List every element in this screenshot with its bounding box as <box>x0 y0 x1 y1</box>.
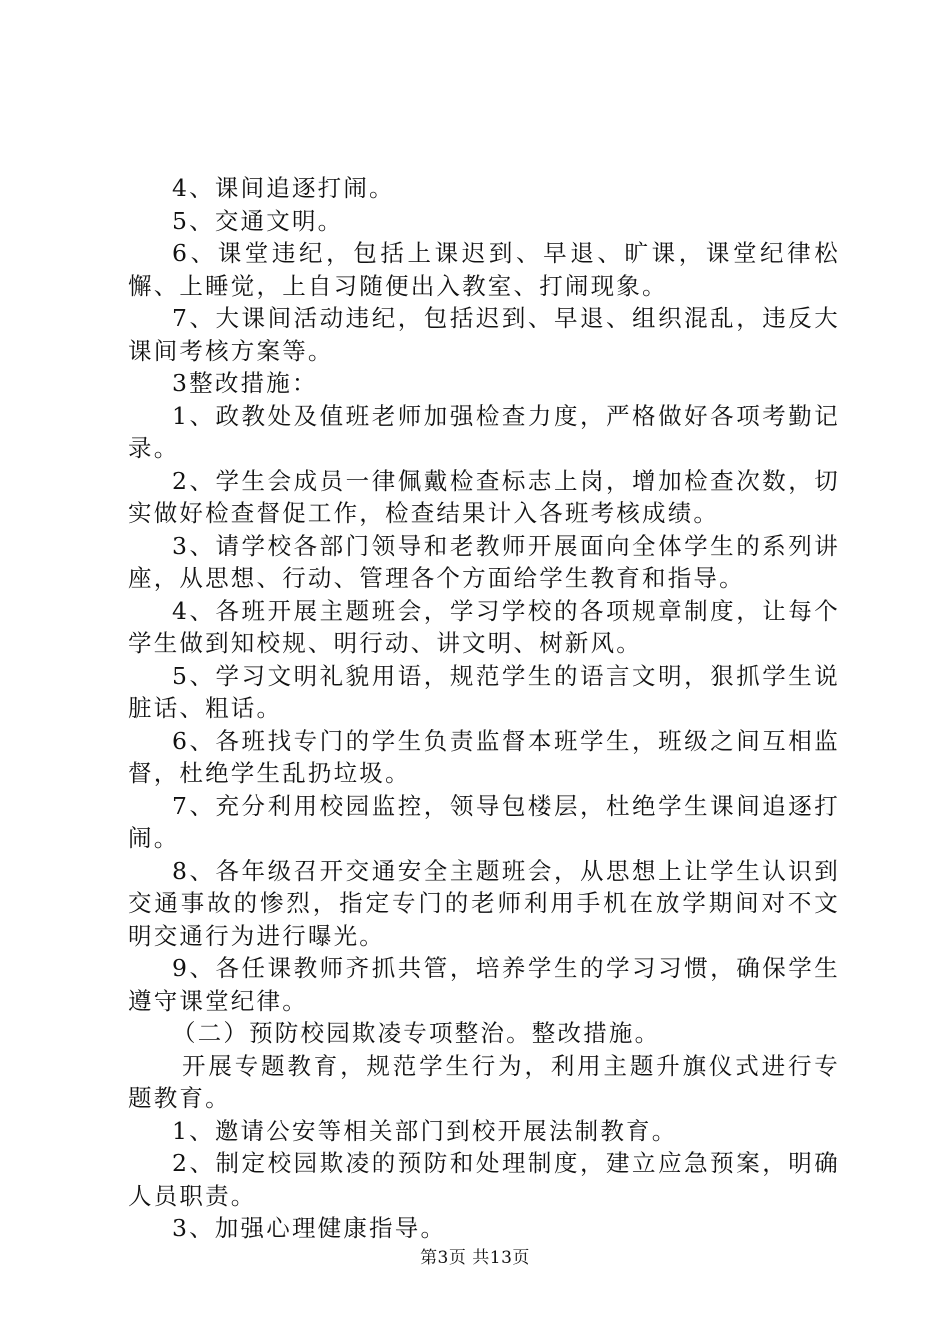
paragraph: 1、邀请公安等相关部门到校开展法制教育。 <box>172 1116 678 1145</box>
section-heading: 3整改措施： <box>172 369 318 397</box>
paragraph: 1、政教处及值班老师加强检查力度，严格做好各项考勤记录。 <box>128 401 840 462</box>
section-heading: （二）预防校园欺凌专项整治。整改措施。 <box>172 1019 661 1047</box>
paragraph: 7、充分利用校园监控，领导包楼层，杜绝学生课间追逐打闹。 <box>128 791 840 852</box>
paragraph: 5、交通文明。 <box>172 206 344 235</box>
paragraph: 3、加强心理健康指导。 <box>172 1214 447 1242</box>
paragraph: 开展专题教育，规范学生行为，利用主题升旗仪式进行专题教育。 <box>128 1051 840 1112</box>
paragraph: 5、学习文明礼貌用语，规范学生的语言文明，狠抓学生说脏话、粗话。 <box>128 661 840 722</box>
paragraph: 6、各班找专门的学生负责监督本班学生，班级之间互相监督，杜绝学生乱扔垃圾。 <box>128 726 840 787</box>
paragraph: 4、课间追逐打闹。 <box>172 174 395 202</box>
document-body <box>128 172 840 1245</box>
paragraph: 9、各任课教师齐抓共管，培养学生的学习习惯，确保学生遵守课堂纪律。 <box>128 954 840 1015</box>
paragraph: 4、各班开展主题班会，学习学校的各项规章制度，让每个学生做到知校规、明行动、讲文明、树新风。 <box>128 596 840 657</box>
page-number-footer: 第3页 共13页 <box>420 1248 530 1268</box>
paragraph: 2、制定校园欺凌的预防和处理制度，建立应急预案，明确人员职责。 <box>128 1149 840 1210</box>
paragraph: 3、请学校各部门领导和老教师开展面向全体学生的系列讲座，从思想、行动、管理各个方面给学生教育和指导。 <box>128 531 840 592</box>
paragraph: 6、课堂违纪，包括上课迟到、早退、旷课，课堂纪律松懈、上睡觉，上自习随便出入教室、打闹现象。 <box>128 239 840 300</box>
paragraph: 8、各年级召开交通安全主题班会，从思想上让学生认识到交通事故的惨烈，指定专门的老师利用手机在放学期间对不文明交通行为进行曝光。 <box>128 856 840 950</box>
paragraph: 7、大课间活动违纪，包括迟到、早退、组织混乱，违反大课间考核方案等。 <box>128 304 840 365</box>
paragraph: 2、学生会成员一律佩戴检查标志上岗，增加检查次数，切实做好检查督促工作，检查结果计入各班考核成绩。 <box>128 466 840 527</box>
